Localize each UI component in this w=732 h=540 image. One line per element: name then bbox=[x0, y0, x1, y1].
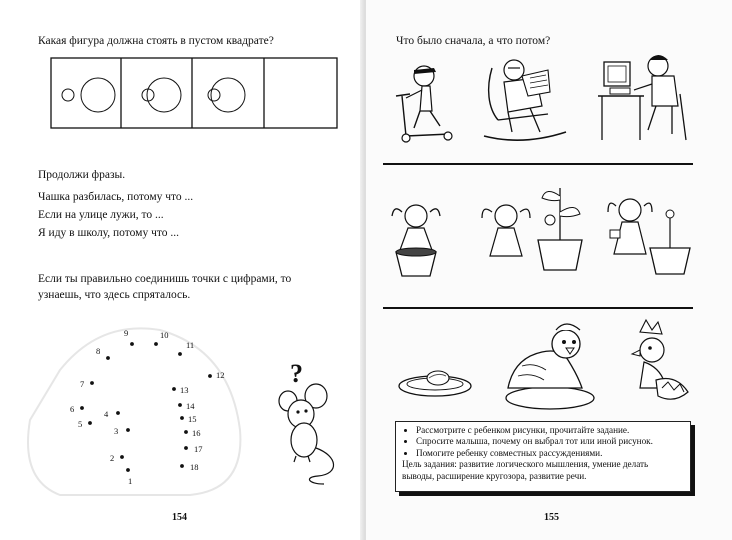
dot-18 bbox=[180, 464, 184, 468]
cell2-big-circle bbox=[147, 78, 181, 112]
dot-13 bbox=[172, 387, 176, 391]
dot-label-1: 1 bbox=[128, 476, 133, 486]
dots-question-line2: узнаешь, что здесь спряталось. bbox=[38, 289, 191, 301]
dot-6 bbox=[80, 406, 84, 410]
chick-from-egg bbox=[622, 318, 694, 408]
cell3-small-circle bbox=[208, 89, 220, 101]
separator-2 bbox=[383, 307, 693, 309]
cell1-big-circle bbox=[81, 78, 115, 112]
grandfather-in-rocking-chair bbox=[478, 48, 568, 148]
task-goal-line1: Цель задания: развитие логического мышления, умение делать bbox=[402, 459, 649, 470]
mouse-eye bbox=[304, 409, 307, 412]
dot-label-7: 7 bbox=[80, 379, 85, 389]
mouse-body bbox=[291, 423, 317, 457]
instruction-item: • Помогите ребенку совместных рассуждениями. bbox=[416, 448, 684, 459]
dot-label-15: 15 bbox=[188, 414, 197, 424]
phrases-title: Продолжи фразы. bbox=[38, 169, 126, 181]
dot-12 bbox=[208, 374, 212, 378]
dot-14 bbox=[178, 403, 182, 407]
dot-label-6: 6 bbox=[70, 404, 75, 414]
girl-with-pot bbox=[388, 196, 452, 280]
separator-1 bbox=[383, 163, 693, 165]
empty-square bbox=[264, 58, 337, 128]
dot-1 bbox=[126, 468, 130, 472]
dot-8 bbox=[106, 356, 110, 360]
instruction-list bbox=[402, 425, 684, 459]
question-mark: ? bbox=[290, 359, 303, 388]
connect-dots-puzzle bbox=[0, 310, 260, 500]
dot-label-11: 11 bbox=[186, 340, 195, 350]
dot-label-13: 13 bbox=[180, 385, 189, 395]
dot-4 bbox=[116, 411, 120, 415]
page-number-right: 155 bbox=[544, 512, 559, 523]
instruction-item: • Рассмотрите с ребенком рисунки, прочитайте задание. bbox=[416, 425, 684, 436]
dot-2 bbox=[120, 455, 124, 459]
girl-with-sprout bbox=[476, 176, 590, 276]
dots-question-line1: Если ты правильно соединишь точки с цифрами, то bbox=[38, 273, 292, 285]
faint-background-outline bbox=[28, 328, 240, 495]
egg-on-plate bbox=[396, 364, 474, 406]
dot-5 bbox=[88, 421, 92, 425]
dot-label-14: 14 bbox=[186, 401, 195, 411]
dot-label-12: 12 bbox=[216, 370, 225, 380]
dot-16 bbox=[184, 430, 188, 434]
dot-label-16: 16 bbox=[192, 428, 201, 438]
dot-9 bbox=[130, 342, 134, 346]
girl-with-flower bbox=[606, 190, 696, 276]
cell1-small-circle bbox=[62, 89, 74, 101]
task-goal-line2: выводы, расширение кругозора, развитие речи. bbox=[402, 470, 587, 481]
shape-sequence-grid bbox=[50, 57, 338, 129]
instruction-item: • Спросите малыша, почему он выбрал тот или иной рисунок. bbox=[416, 436, 684, 447]
mouse-eye bbox=[296, 410, 299, 413]
boy-on-scooter bbox=[384, 56, 464, 146]
dot-3 bbox=[126, 428, 130, 432]
boy-at-computer bbox=[596, 44, 696, 144]
phrase-1: Чашка разбилась, потому что ... bbox=[38, 191, 194, 203]
dot-label-9: 9 bbox=[124, 328, 129, 338]
dot-label-8: 8 bbox=[96, 346, 101, 356]
dot-label-5: 5 bbox=[78, 419, 83, 429]
dot-17 bbox=[184, 446, 188, 450]
phrase-2: Если на улице лужи, то ... bbox=[38, 209, 164, 221]
dot-label-2: 2 bbox=[110, 453, 115, 463]
phrase-3: Я иду в школу, потому что ... bbox=[38, 227, 179, 239]
dot-label-17: 17 bbox=[194, 444, 203, 454]
hen-on-nest bbox=[494, 318, 604, 412]
dot-11 bbox=[178, 352, 182, 356]
dot-10 bbox=[154, 342, 158, 346]
dot-label-3: 3 bbox=[114, 426, 119, 436]
dot-7 bbox=[90, 381, 94, 385]
cell3-big-circle bbox=[211, 78, 245, 112]
mouse-tail bbox=[309, 448, 333, 484]
dot-label-10: 10 bbox=[160, 330, 169, 340]
mouse-figure bbox=[268, 356, 348, 486]
dot-label-18: 18 bbox=[190, 462, 199, 472]
page-number-left: 154 bbox=[172, 512, 187, 523]
dot-15 bbox=[180, 416, 184, 420]
question-sequence: Что было сначала, а что потом? bbox=[396, 35, 551, 47]
parent-instructions-box bbox=[395, 421, 691, 492]
question-shapes: Какая фигура должна стоять в пустом квадрате? bbox=[38, 35, 274, 47]
dot-label-4: 4 bbox=[104, 409, 109, 419]
